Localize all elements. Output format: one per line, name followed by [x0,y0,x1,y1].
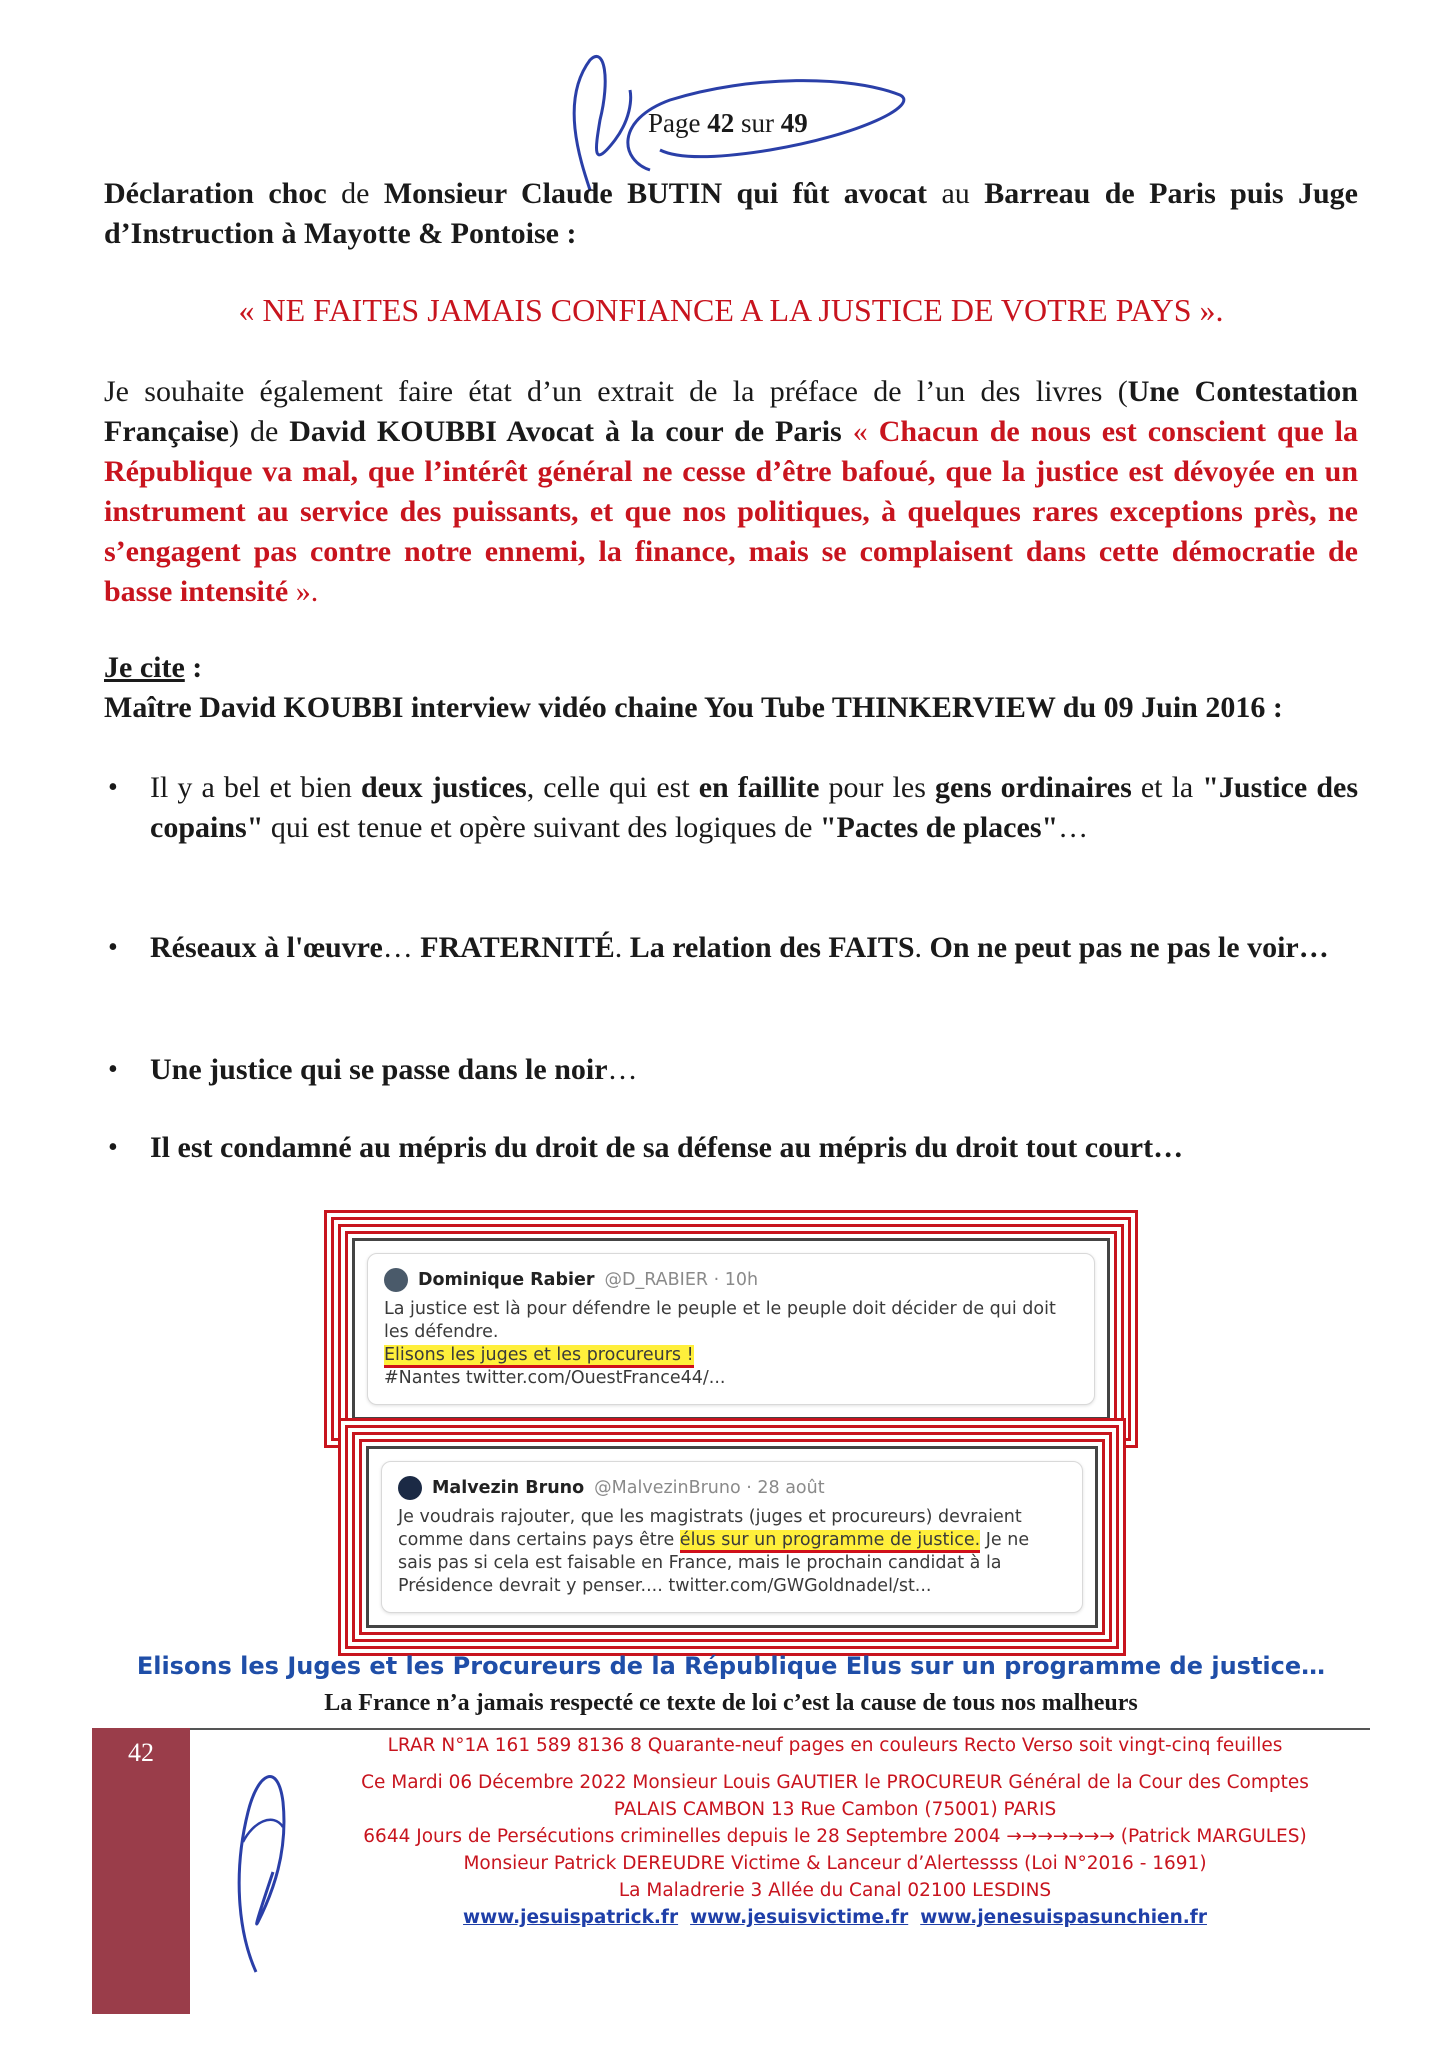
b3-t2: … [607,1053,638,1086]
tweet-frame-1 [324,1210,1138,1448]
page-total: 49 [780,108,808,138]
tweet-text-line-1: La justice est là pour défendre le peuple et le peuple doit décider de qui doit les défendre. [384,1299,1056,1342]
preface-part-1: Je souhaite également faire état d’un extrait de la préface de l’un des livres ( [104,375,1128,408]
footer-line-1: Ce Mardi 06 Décembre 2022 Monsieur Louis GAUTIER le PROCUREUR Général de la Cour des Comptes [361,1772,1309,1793]
b1-t5: pour les [819,771,935,804]
decl-part-4: au [927,177,985,210]
link-jesuispatrick[interactable]: www.jesuispatrick.fr [463,1907,679,1928]
tweet-text-part-1: Je voudrais rajouter, que les magistrats (juges et procureurs) devraient comme dans certains pays être [398,1507,1022,1550]
tweet-card-1 [367,1253,1095,1405]
b2-t6: . [914,931,930,964]
cite-source-line: Maître David KOUBBI interview vidéo chaine You Tube THINKERVIEW du 09 Juin 2016 : [104,691,1283,724]
footer-line-3: 6644 Jours de Persécutions criminelles depuis le 28 Septembre 2004 →→→→→→→ (Patrick MARGULES) [363,1826,1307,1847]
tweet-highlight: élus sur un programme de justice. [680,1530,980,1553]
b1-t7: et la [1131,771,1203,804]
decl-part-2: de [326,177,384,210]
slogan-quote: « NE FAITES JAMAIS CONFIANCE A LA JUSTICE DE VOTRE PAYS ». [238,292,1224,328]
tweet-body [398,1506,1066,1598]
decl-part-1: Déclaration choc [104,177,327,210]
footer-links [300,1904,1370,1931]
bullet-item-2 [150,928,1358,968]
tweet-text-line-3: #Nantes twitter.com/OuestFrance44/... [384,1368,726,1388]
b3-t1: Une justice qui se passe dans le noir [150,1053,608,1086]
b2-t5: La relation des FAITS [629,931,915,964]
avatar [384,1268,408,1292]
link-jenesuispasunchien[interactable]: www.jenesuispasunchien.fr [920,1907,1207,1928]
b1-t11: … [1058,811,1089,844]
declaration-paragraph [104,174,1358,254]
page-prefix: Page [648,108,708,138]
tweet-frame-2 [338,1418,1126,1656]
tweet-text-part-2: Je ne sais pas si cela est faisable en France, mais le prochain candidat à la Présidence devrait y penser.... twitter.com/GWGoldnadel/st... [398,1530,1030,1596]
tweet-author-name: Malvezin Bruno [432,1477,585,1498]
preface-quote: Chacun de nous est conscient que la République va mal, que l’intérêt général ne cesse d’être bafoué, que la justice est dévoyée en un instrument au service des puissants, et que nos politiques, à quelques rares exceptions près, ne s’engagent pas contre notre ennemi, la finance, mais se complaisent dans cette démocratie de basse intensité [104,415,1359,608]
bullet-item-3 [150,1050,1358,1090]
page-middle: sur [734,108,781,138]
b1-t9: qui est tenue et opère suivant des logiques de [263,811,820,844]
tweet-author-name: Dominique Rabier [418,1269,595,1290]
cite-heading-label: Je cite [104,651,185,684]
b1-t6: gens ordinaires [934,771,1132,804]
footer-block [300,1728,1370,1931]
b1-t1: Il y a bel et bien [150,771,361,804]
footer-page-bar [92,1728,190,2014]
b1-t8: "Justice des copains" [150,771,1358,844]
b1-t2: deux justices [360,771,527,804]
bullet-item-4 [150,1128,1358,1168]
quote-open: « [841,415,879,448]
preface-part-3: ) de [228,415,290,448]
tweet-author-handle: @D_RABIER · 10h [604,1269,759,1290]
book-title: Une Contestation Française [104,375,1358,448]
footer-lrar: LRAR N°1A 161 589 8136 8 Quarante-neuf pages en couleurs Recto Verso soit vingt-cinq feuilles [387,1735,1283,1756]
quote-close: ». [288,575,319,608]
b2-t1: Réseaux à l'œuvre [150,931,383,964]
decl-part-5: Barreau de Paris puis Juge d’Instruction à Mayotte & Pontoise : [104,177,1358,250]
tweet-card-2 [381,1461,1083,1613]
b2-t2: … [382,931,421,964]
footer-line-5: La Maladrerie 3 Allée du Canal 02100 LESDINS [618,1880,1052,1901]
page-number [648,108,808,139]
tweet-highlight: Elisons les juges et les procureurs ! [384,1345,694,1368]
blue-caption: Elisons les Juges et les Procureurs de la République Elus sur un programme de justice… [136,1652,1326,1680]
cite-heading-colon: : [184,651,203,684]
footer-line-4: Monsieur Patrick DEREUDRE Victime & Lanceur d’Alertessss (Loi N°2016 - 1691) [463,1853,1207,1874]
decl-part-3: Monsieur Claude BUTIN qui fût avocat [383,177,928,210]
b4-t1: Il est condamné au mépris du droit de sa défense au mépris du droit tout court… [150,1131,1184,1164]
b1-t3: , celle qui est [526,771,699,804]
page-current: 42 [707,108,735,138]
black-caption: La France n’a jamais respecté ce texte de loi c’est la cause de tous nos malheurs [324,1690,1138,1716]
preface-paragraph [104,372,1358,612]
b2-t7: On ne peut pas ne pas le voir… [929,931,1329,964]
author-name: David KOUBBI Avocat à la cour de Paris [289,415,842,448]
footer-line-2: PALAIS CAMBON 13 Rue Cambon (75001) PARIS [613,1799,1057,1820]
link-jesuisvictime[interactable]: www.jesuisvictime.fr [690,1907,909,1928]
b1-t10: "Pactes de places" [819,811,1059,844]
tweet-author-handle: @MalvezinBruno · 28 août [594,1477,825,1498]
bullet-item-1 [150,768,1358,848]
cite-heading [104,648,1358,688]
avatar [398,1476,422,1500]
b2-t4: . [614,931,630,964]
b1-t4: en faillite [698,771,820,804]
footer-page-number: 42 [128,1738,154,1767]
b2-t3: FRATERNITÉ [420,931,615,964]
handwritten-signature-bottom [228,1752,298,1982]
